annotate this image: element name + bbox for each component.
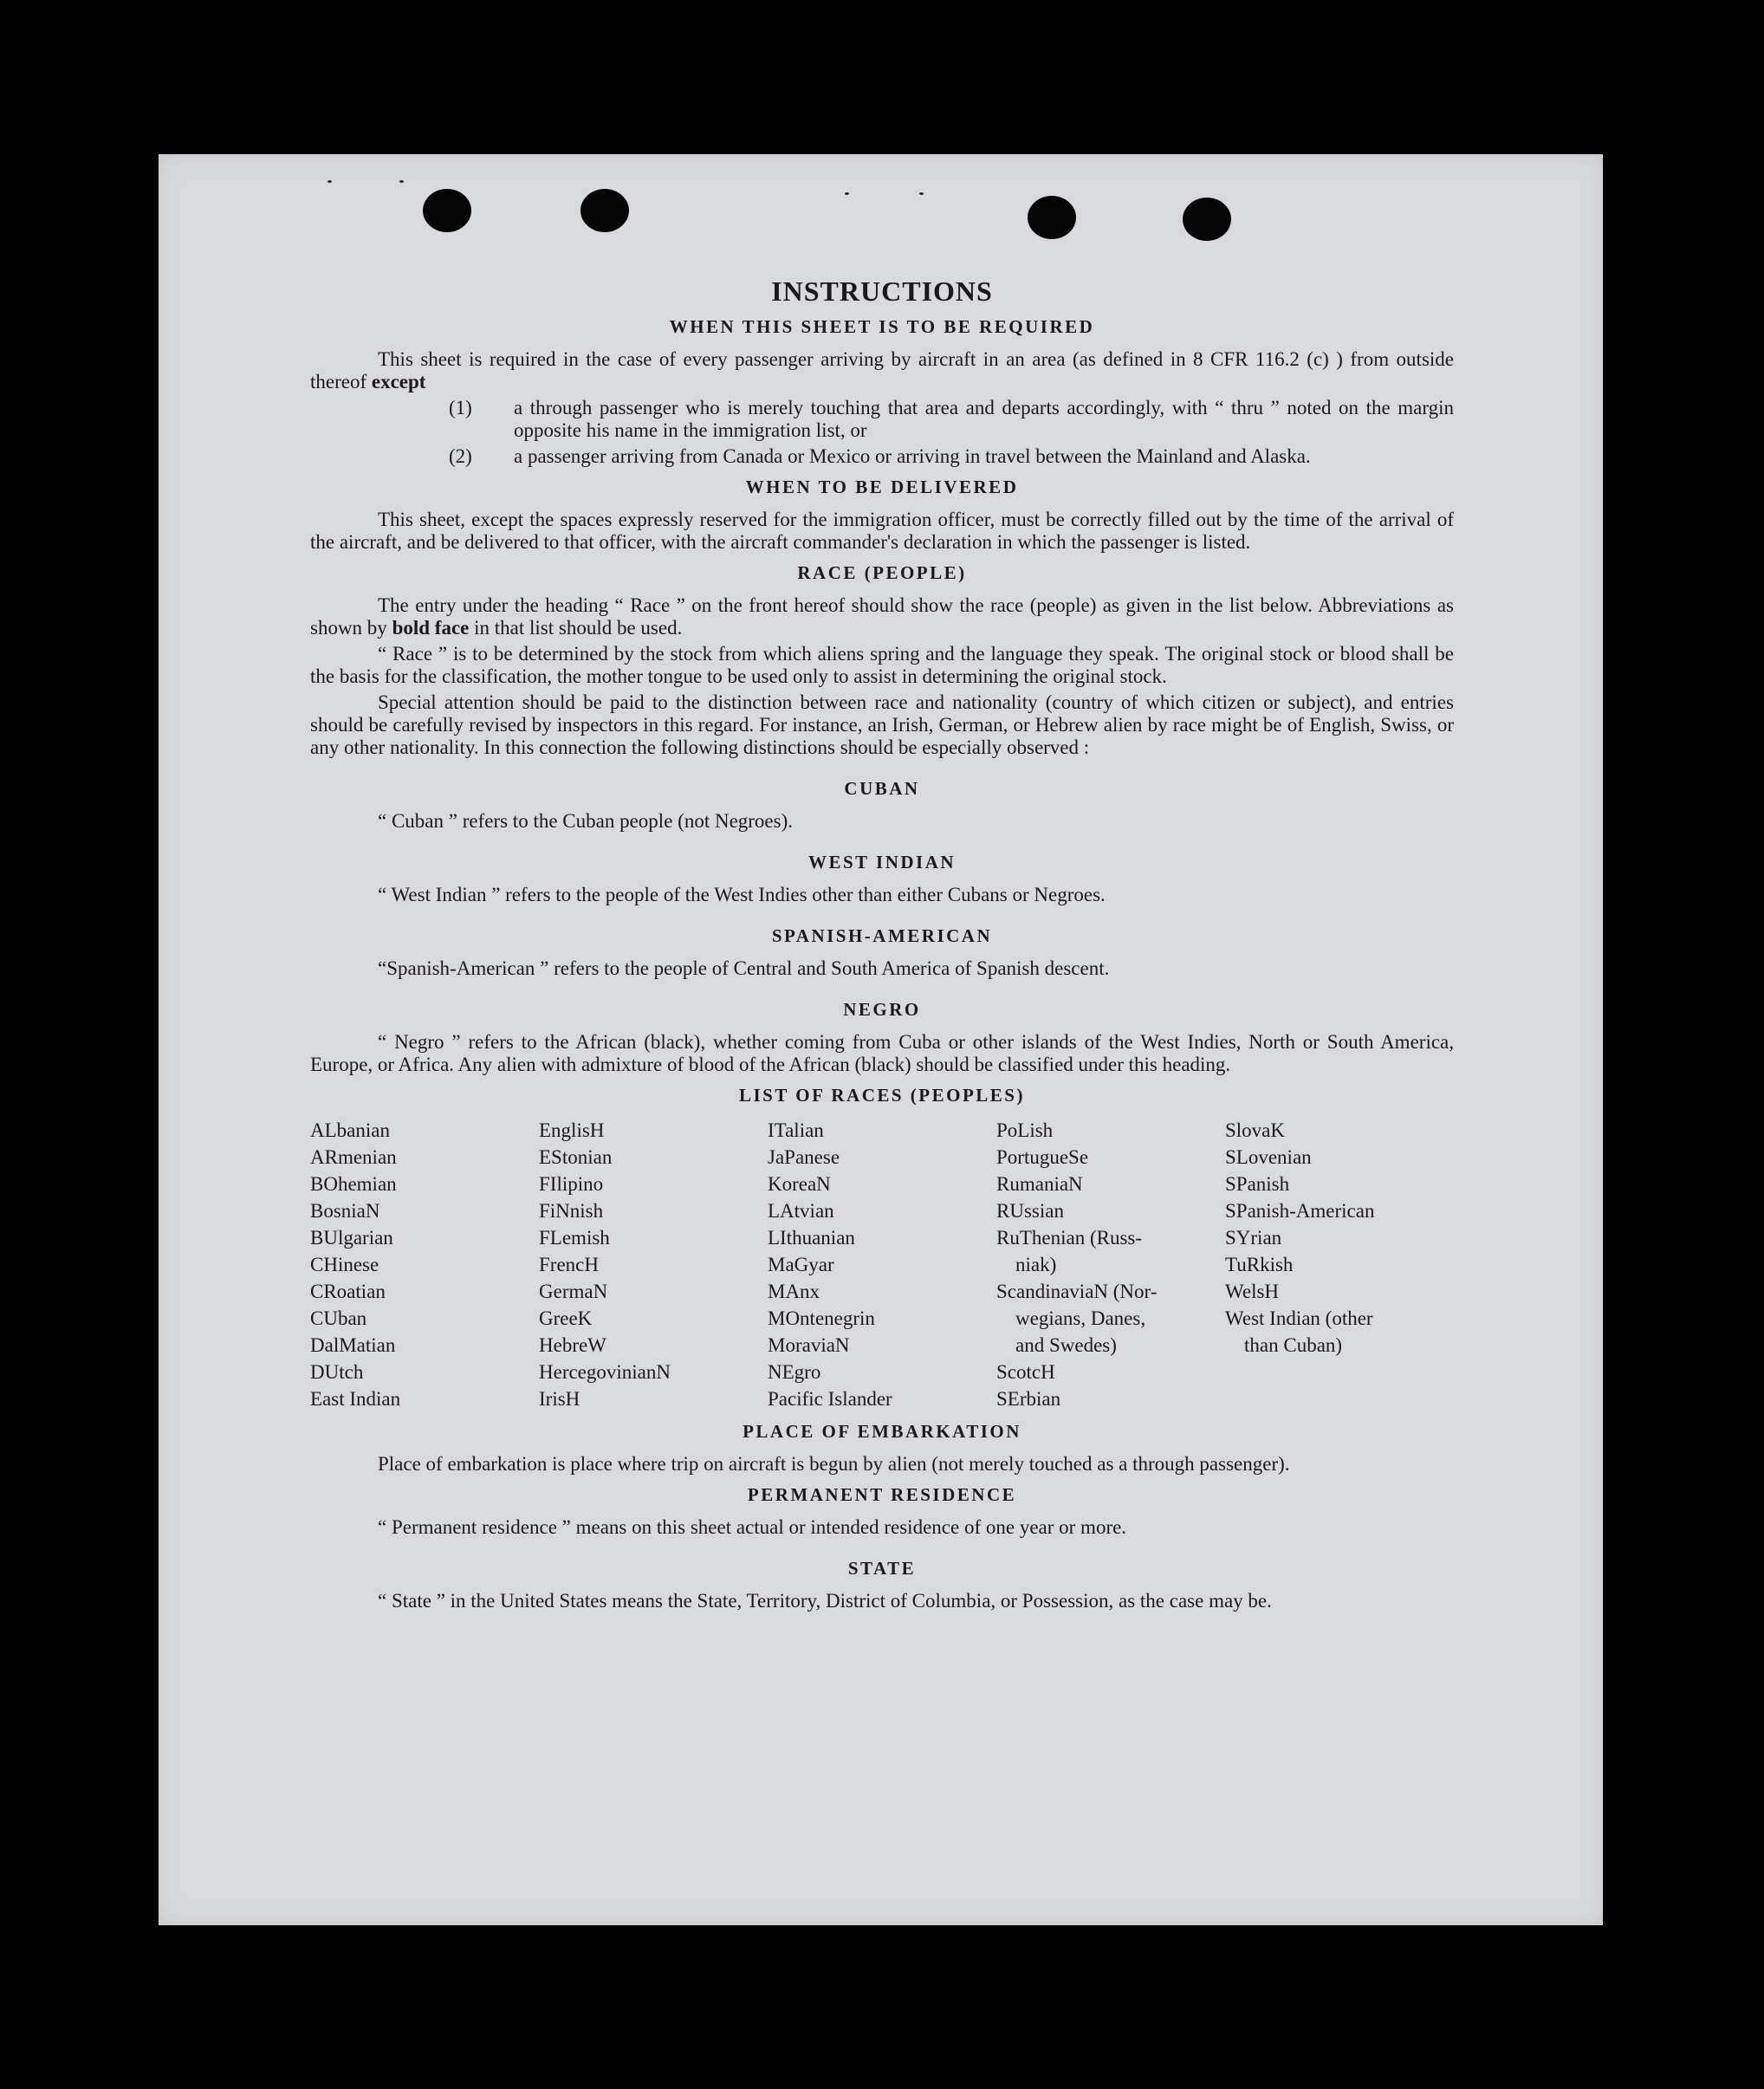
state-text: “ State ” in the United States means the State, Territory, District of Columbia, or Possession, as the case may be. — [378, 1590, 1272, 1612]
race-entry: HercegovinianN — [539, 1361, 671, 1383]
race-entry: KoreaN — [768, 1173, 831, 1195]
race-entry: MAnx — [768, 1281, 820, 1302]
exception-item-1 — [310, 397, 1454, 442]
section-heading-required: WHEN THIS SHEET IS TO BE REQUIRED — [669, 316, 1095, 337]
section-heading-delivered: WHEN TO BE DELIVERED — [745, 477, 1019, 497]
negro-text: “ Negro ” refers to the African (black), whether coming from Cuba or other islands of the West Indies, North or South America, Europe, or Africa. Any alien with admixture of blood of the African (black) should be classified under this heading. — [310, 1031, 1454, 1075]
race-entry: PoLish — [996, 1119, 1054, 1141]
exception-item-2 — [310, 445, 1454, 468]
race-entry: SPanish — [1225, 1173, 1290, 1195]
item-text: a passenger arriving from Canada or Mexico or arriving in travel between the Mainland and Alaska. — [514, 445, 1311, 467]
race-entry: ScotcH — [996, 1361, 1055, 1383]
race-entry: HebreW — [539, 1334, 606, 1356]
race-entry: CHinese — [310, 1254, 379, 1275]
section-heading-spanish-american: SPANISH-AMERICAN — [771, 925, 993, 946]
race-entry-continued: than Cuban) — [1244, 1334, 1343, 1356]
race-entry: West Indian (other — [1225, 1307, 1373, 1329]
race-entry: FIlipino — [539, 1173, 604, 1195]
race-entry: DUtch — [310, 1361, 364, 1383]
race-entry: BOhemian — [310, 1173, 397, 1195]
section-heading-races: LIST OF RACES (PEOPLES) — [739, 1085, 1025, 1106]
race-entry: RUssian — [996, 1200, 1064, 1222]
race-entry-continued: wegians, Danes, — [1015, 1307, 1146, 1329]
required-intro-text: This sheet is required in the case of every passenger arriving by aircraft in an area (as defined in 8 CFR 116.2 (c) ) from outside thereof — [310, 348, 1454, 392]
races-list — [310, 1117, 1454, 1412]
races-column-4 — [996, 1117, 1225, 1412]
race-entry: MoraviaN — [768, 1334, 850, 1356]
race-entry: EnglisH — [539, 1119, 605, 1141]
race-entry: EStonian — [539, 1146, 613, 1168]
item-number: (2) — [449, 445, 472, 467]
race-entry: Pacific Islander — [768, 1388, 892, 1410]
required-intro-bold: except — [371, 371, 426, 392]
speck — [845, 192, 849, 195]
race-entry: LAtvian — [768, 1200, 834, 1222]
race-entry: RumaniaN — [996, 1173, 1083, 1195]
item-text: a through passenger who is merely touching that area and departs accordingly, with “ thru ” noted on the margin opposite his name in the immigration list, or — [514, 397, 1454, 441]
race-paragraph-1 — [310, 594, 1454, 639]
race-entry: FiNnish — [539, 1200, 604, 1222]
race-entry: ARmenian — [310, 1146, 397, 1168]
punch-hole — [1183, 198, 1231, 241]
race-entry: ScandinaviaN (Nor- — [996, 1281, 1158, 1302]
west-indian-text: “ West Indian ” refers to the people of the West Indies other than either Cubans or Negroes. — [378, 884, 1106, 905]
race-entry: JaPanese — [768, 1146, 840, 1168]
race-entry: SLovenian — [1225, 1146, 1312, 1168]
section-heading-cuban: CUBAN — [844, 778, 920, 799]
race-entry: ALbanian — [310, 1119, 390, 1141]
race-entry: BosniaN — [310, 1200, 380, 1222]
punch-hole — [580, 189, 629, 232]
race-p1-bold: bold face — [392, 617, 470, 639]
race-entry: FLemish — [539, 1227, 610, 1249]
races-column-5 — [1225, 1117, 1454, 1412]
race-p1-b: in that list should be used. — [474, 617, 683, 639]
race-entry: MOntenegrin — [768, 1307, 875, 1329]
race-entry: SErbian — [996, 1388, 1061, 1410]
punch-hole — [423, 189, 471, 232]
race-entry: LIthuanian — [768, 1227, 855, 1249]
section-heading-west-indian: WEST INDIAN — [807, 852, 957, 873]
race-entry: IrisH — [539, 1388, 580, 1410]
race-entry: GreeK — [539, 1307, 593, 1329]
race-entry: DalMatian — [310, 1334, 396, 1356]
race-entry-continued: niak) — [1015, 1254, 1057, 1275]
required-intro — [310, 348, 1454, 393]
section-heading-race: RACE (PEOPLE) — [797, 562, 967, 583]
speck — [919, 192, 924, 195]
race-entry: ITalian — [768, 1119, 824, 1141]
embarkation-text: Place of embarkation is place where trip on aircraft is begun by alien (not merely touched as a through passenger). — [378, 1453, 1290, 1475]
race-entry-continued: and Swedes) — [1015, 1334, 1117, 1356]
race-entry: RuThenian (Russ- — [996, 1227, 1143, 1249]
item-number: (1) — [449, 397, 472, 418]
race-entry: MaGyar — [768, 1254, 834, 1275]
instructions-content — [310, 276, 1454, 1616]
race-paragraph-3: Special attention should be paid to the distinction between race and nationality (country of which citizen or subject), and entries should be carefully revised by inspectors in this regard. For instance, an Irish, German, or Hebrew alien by race might be of English, Swiss, or any other nationality. In this connection the following distinctions should be especially observed : — [310, 691, 1454, 758]
races-column-2 — [539, 1117, 768, 1412]
race-entry: SlovaK — [1225, 1119, 1285, 1141]
race-entry: CRoatian — [310, 1281, 386, 1302]
race-entry: East Indian — [310, 1388, 401, 1410]
race-entry: PortugueSe — [996, 1146, 1089, 1168]
race-entry: SPanish-American — [1225, 1200, 1375, 1222]
punch-hole — [1028, 196, 1076, 239]
section-heading-residence: PERMANENT RESIDENCE — [747, 1484, 1017, 1505]
races-column-3 — [768, 1117, 996, 1412]
race-entry: CUban — [310, 1307, 367, 1329]
race-paragraph-2: “ Race ” is to be determined by the stock from which aliens spring and the language they speak. The original stock or blood shall be the basis for the classification, the mother tongue to be used only to assist in determining the original stock. — [310, 643, 1454, 687]
document-sheet — [159, 154, 1603, 1925]
speck — [328, 180, 332, 183]
page-title: INSTRUCTIONS — [771, 276, 993, 307]
race-entry: SYrian — [1225, 1227, 1282, 1249]
spanish-american-text: “Spanish-American ” refers to the people of Central and South America of Spanish descent. — [378, 957, 1110, 979]
race-entry: GermaN — [539, 1281, 608, 1302]
section-heading-state: STATE — [847, 1558, 917, 1579]
race-p1-a: The entry under the heading “ Race ” on the front hereof should show the race (people) as given in the list below. Abbreviations as shown by — [310, 594, 1454, 639]
race-entry: BUlgarian — [310, 1227, 393, 1249]
race-entry: TuRkish — [1225, 1254, 1294, 1275]
race-entry: FrencH — [539, 1254, 599, 1275]
race-entry: WelsH — [1225, 1281, 1280, 1302]
race-entry: NEgro — [768, 1361, 821, 1383]
races-column-1 — [310, 1117, 539, 1412]
section-heading-negro: NEGRO — [843, 999, 921, 1020]
delivered-text: This sheet, except the spaces expressly reserved for the immigration officer, must be correctly filled out by the time of the arrival of the aircraft, and be delivered to that officer, with the aircraft commander's declaration in which the passenger is listed. — [310, 509, 1454, 553]
section-heading-embarkation: PLACE OF EMBARKATION — [743, 1421, 1021, 1442]
cuban-text: “ Cuban ” refers to the Cuban people (not Negroes). — [378, 810, 794, 832]
residence-text: “ Permanent residence ” means on this sheet actual or intended residence of one year or more. — [378, 1516, 1127, 1538]
speck — [399, 180, 404, 183]
